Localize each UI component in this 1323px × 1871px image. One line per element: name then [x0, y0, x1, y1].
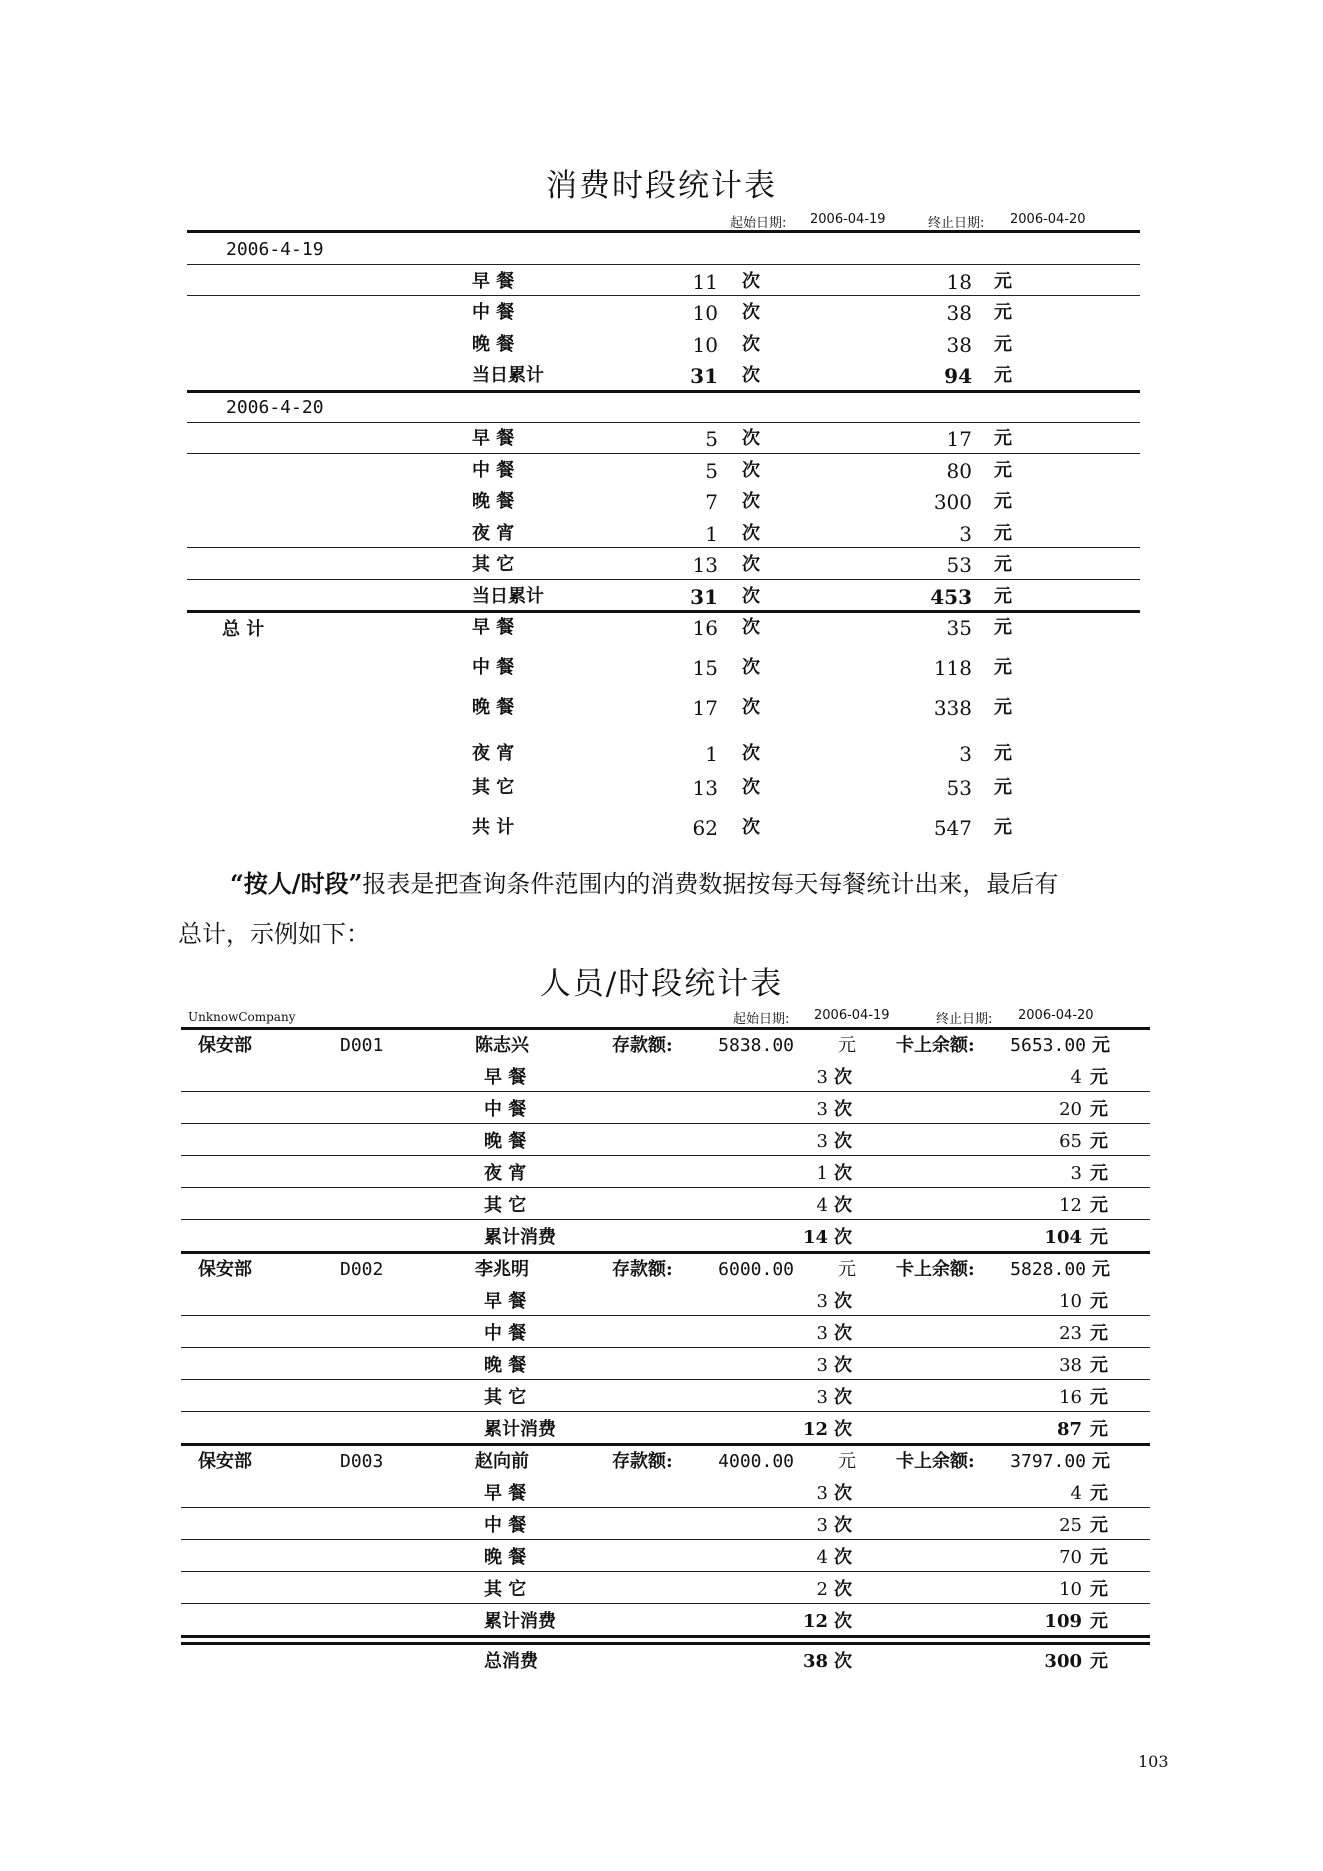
thick-rule: [187, 230, 1140, 233]
count-unit: 次: [834, 1579, 852, 1600]
count-value: 10: [692, 301, 718, 325]
count-unit: 次: [834, 1163, 852, 1184]
balance-unit: 元: [1092, 1035, 1110, 1056]
count-value: 62: [692, 816, 718, 840]
count-value: 1: [816, 1163, 828, 1184]
grand-total-count: 38: [802, 1651, 828, 1672]
meal-label: 其 它: [484, 1387, 527, 1408]
amount-value: 16: [1059, 1387, 1082, 1408]
amount-unit: 元: [1090, 1291, 1108, 1312]
table2-company: UnknowCompany: [188, 1010, 296, 1024]
count-value: 3: [816, 1355, 828, 1376]
amount-unit: 元: [1090, 1067, 1108, 1088]
count-value: 3: [816, 1099, 828, 1120]
rule-line: [181, 1603, 1150, 1604]
table2-title: 人员/时段统计表: [539, 966, 784, 1002]
thick-rule: [181, 1251, 1150, 1254]
rule-line: [181, 1507, 1150, 1508]
deposit-value: 6000.00: [718, 1259, 794, 1280]
meal-label: 累计消费: [484, 1227, 556, 1248]
count-value: 11: [692, 269, 718, 294]
table1-start-label: 起始日期:: [730, 216, 787, 231]
day-date: 2006-4-19: [226, 239, 324, 260]
deposit-unit: 元: [838, 1035, 856, 1056]
table2-start-label: 起始日期:: [733, 1012, 790, 1027]
amount-value: 25: [1059, 1515, 1082, 1536]
dept: 保安部: [198, 1259, 252, 1280]
amount-value: 38: [1059, 1355, 1082, 1376]
count-unit: 次: [834, 1547, 852, 1568]
amount-value: 23: [1059, 1323, 1082, 1344]
amount-value: 453: [930, 584, 972, 609]
count-unit: 次: [742, 428, 760, 449]
meal-label: 中 餐: [472, 459, 515, 481]
page-number: 103: [1138, 1752, 1169, 1771]
amount-value: 17: [946, 427, 972, 451]
meal-label: 晚 餐: [472, 697, 515, 718]
count-unit: 次: [834, 1355, 852, 1376]
count-unit: 次: [834, 1195, 852, 1216]
table1-start-date: 2006-04-19: [810, 212, 886, 227]
count-unit: 次: [834, 1099, 852, 1120]
rule-line: [187, 422, 1140, 423]
meal-label: 其 它: [472, 777, 515, 798]
rule-line: [181, 1539, 1150, 1540]
count-unit: 次: [834, 1131, 852, 1152]
count-value: 4: [816, 1195, 828, 1216]
balance-label: 卡上余额:: [896, 1259, 975, 1280]
amount-unit: 元: [994, 657, 1012, 678]
count-unit: 次: [834, 1387, 852, 1408]
count-value: 4: [816, 1547, 828, 1568]
amount-value: 3: [959, 742, 972, 766]
count-unit: 次: [742, 617, 760, 638]
count-unit: 次: [742, 743, 760, 764]
amount-unit: 元: [1090, 1163, 1108, 1184]
count-value: 7: [705, 490, 718, 514]
amount-unit: 元: [994, 365, 1012, 386]
employee-name: 陈志兴: [475, 1035, 529, 1056]
amount-unit: 元: [1090, 1547, 1108, 1568]
table2-start-date: 2006-04-19: [814, 1008, 890, 1023]
amount-unit: 元: [994, 302, 1012, 323]
count-unit: 次: [742, 817, 760, 838]
rule-line: [181, 1187, 1150, 1188]
count-value: 3: [816, 1387, 828, 1408]
meal-label: 共 计: [472, 817, 515, 838]
meal-label: 早 餐: [484, 1291, 527, 1312]
thick-rule: [187, 610, 1140, 613]
amount-value: 94: [944, 364, 972, 388]
amount-value: 104: [1044, 1227, 1082, 1248]
amount-unit: 元: [1090, 1419, 1108, 1440]
amount-value: 4: [1070, 1483, 1082, 1504]
amount-unit: 元: [1090, 1579, 1108, 1600]
amount-unit: 元: [994, 585, 1012, 607]
amount-unit: 元: [994, 270, 1012, 292]
rule-line: [181, 1347, 1150, 1348]
meal-label: 早 餐: [472, 428, 515, 449]
amount-unit: 元: [1090, 1227, 1108, 1248]
count-value: 3: [816, 1131, 828, 1152]
meal-label: 夜 宵: [472, 743, 515, 764]
amount-unit: 元: [1090, 1195, 1108, 1216]
amount-unit: 元: [1090, 1131, 1108, 1152]
count-unit: 次: [742, 270, 760, 292]
deposit-unit: 元: [838, 1451, 856, 1472]
deposit-value: 5838.00: [718, 1035, 794, 1056]
paragraph-quote: “按人/时段”: [230, 869, 363, 898]
count-unit: 次: [834, 1227, 852, 1248]
grand-total-amount-unit: 元: [1090, 1651, 1108, 1672]
grand-total-label: 总消费: [484, 1651, 538, 1672]
amount-unit: 元: [994, 554, 1012, 575]
count-value: 3: [816, 1067, 828, 1088]
amount-value: 53: [946, 553, 972, 577]
meal-label: 当日累计: [472, 365, 544, 386]
amount-value: 65: [1059, 1131, 1082, 1152]
rule-line: [181, 1219, 1150, 1220]
amount-unit: 元: [994, 617, 1012, 638]
amount-value: 3: [1070, 1163, 1082, 1184]
rule-line: [181, 1411, 1150, 1412]
amount-unit: 元: [994, 491, 1012, 512]
amount-value: 38: [946, 332, 972, 357]
table2-end-date: 2006-04-20: [1018, 1008, 1094, 1023]
employee-id: D002: [340, 1259, 384, 1280]
meal-label: 累计消费: [484, 1419, 556, 1440]
table1-end-date: 2006-04-20: [1010, 212, 1086, 227]
amount-value: 338: [933, 696, 972, 720]
rule-line: [181, 1315, 1150, 1316]
count-value: 5: [705, 458, 718, 483]
count-unit: 次: [834, 1611, 852, 1632]
paragraph-line1-rest: 报表是把查询条件范围内的消费数据按每天每餐统计出来，最后有: [362, 870, 1059, 898]
count-value: 31: [690, 584, 718, 609]
meal-label: 夜 宵: [484, 1163, 527, 1184]
employee-name: 赵向前: [475, 1451, 529, 1472]
meal-label: 当日累计: [472, 585, 544, 607]
amount-value: 10: [1059, 1291, 1082, 1312]
balance-label: 卡上余额:: [896, 1451, 975, 1472]
count-value: 1: [705, 521, 718, 546]
count-unit: 次: [742, 522, 760, 544]
count-unit: 次: [742, 365, 760, 386]
deposit-unit: 元: [838, 1259, 856, 1280]
rule-line: [187, 264, 1140, 265]
amount-unit: 元: [1090, 1611, 1108, 1632]
count-value: 13: [692, 553, 718, 577]
dept: 保安部: [198, 1035, 252, 1056]
rule-line: [181, 1123, 1150, 1124]
count-unit: 次: [742, 333, 760, 355]
thick-rule: [181, 1443, 1150, 1446]
amount-unit: 元: [994, 697, 1012, 718]
meal-label: 晚 餐: [484, 1355, 527, 1376]
table1-end-label: 终止日期:: [928, 216, 985, 231]
count-value: 3: [816, 1483, 828, 1504]
employee-id: D003: [340, 1451, 384, 1472]
rule-line: [181, 1571, 1150, 1572]
meal-label: 早 餐: [484, 1067, 527, 1088]
amount-value: 53: [946, 776, 972, 800]
rule-line: [187, 453, 1140, 454]
table2-end-label: 终止日期:: [936, 1012, 993, 1027]
rule-line: [187, 295, 1140, 296]
rule-line: [187, 547, 1140, 548]
amount-unit: 元: [994, 459, 1012, 481]
count-unit: 次: [742, 657, 760, 678]
dept: 保安部: [198, 1451, 252, 1472]
count-unit: 次: [742, 491, 760, 512]
amount-unit: 元: [1090, 1099, 1108, 1120]
amount-unit: 元: [994, 333, 1012, 355]
count-unit: 次: [742, 302, 760, 323]
amount-unit: 元: [1090, 1515, 1108, 1536]
count-value: 17: [692, 696, 718, 720]
employee-id: D001: [340, 1035, 384, 1056]
count-value: 1: [705, 742, 718, 766]
paragraph-line2: 总计，示例如下：: [178, 920, 370, 948]
deposit-value: 4000.00: [718, 1451, 794, 1472]
count-value: 3: [816, 1323, 828, 1344]
meal-label: 晚 餐: [472, 333, 515, 355]
employee-name: 李兆明: [475, 1259, 529, 1280]
amount-value: 70: [1059, 1547, 1082, 1568]
amount-unit: 元: [994, 743, 1012, 764]
balance-value: 5828.00: [1010, 1259, 1086, 1280]
count-value: 15: [692, 656, 718, 680]
amount-value: 10: [1059, 1579, 1082, 1600]
count-value: 3: [816, 1515, 828, 1536]
thick-rule: [181, 1027, 1150, 1030]
meal-label: 中 餐: [484, 1323, 527, 1344]
meal-label: 晚 餐: [472, 491, 515, 512]
thick-rule: [187, 390, 1140, 393]
meal-label: 早 餐: [472, 617, 515, 638]
meal-label: 中 餐: [484, 1099, 527, 1120]
balance-unit: 元: [1092, 1451, 1110, 1472]
count-value: 16: [692, 616, 718, 640]
amount-value: 18: [946, 269, 972, 294]
amount-unit: 元: [994, 428, 1012, 449]
deposit-label: 存款额:: [612, 1035, 673, 1056]
count-unit: 次: [834, 1323, 852, 1344]
amount-value: 3: [959, 521, 972, 546]
meal-label: 其 它: [484, 1579, 527, 1600]
count-unit: 次: [834, 1483, 852, 1504]
balance-value: 3797.00: [1010, 1451, 1086, 1472]
count-value: 3: [816, 1291, 828, 1312]
rule-line: [181, 1155, 1150, 1156]
amount-unit: 元: [994, 777, 1012, 798]
amount-value: 87: [1056, 1419, 1082, 1440]
amount-unit: 元: [1090, 1483, 1108, 1504]
grand-total-count-unit: 次: [834, 1651, 852, 1672]
amount-unit: 元: [1090, 1323, 1108, 1344]
meal-label: 中 餐: [484, 1515, 527, 1536]
balance-unit: 元: [1092, 1259, 1110, 1280]
meal-label: 其 它: [484, 1195, 527, 1216]
count-unit: 次: [834, 1291, 852, 1312]
deposit-label: 存款额:: [612, 1451, 673, 1472]
amount-unit: 元: [1090, 1355, 1108, 1376]
count-unit: 次: [742, 459, 760, 481]
meal-label: 晚 餐: [484, 1547, 527, 1568]
count-unit: 次: [742, 554, 760, 575]
amount-unit: 元: [1090, 1387, 1108, 1408]
amount-unit: 元: [994, 817, 1012, 838]
meal-label: 累计消费: [484, 1611, 556, 1632]
count-unit: 次: [742, 697, 760, 718]
table1-title: 消费时段统计表: [546, 168, 777, 204]
balance-value: 5653.00: [1010, 1035, 1086, 1056]
count-value: 2: [816, 1579, 828, 1600]
amount-value: 4: [1070, 1067, 1082, 1088]
meal-label: 中 餐: [472, 657, 515, 678]
count-unit: 次: [742, 585, 760, 607]
amount-value: 80: [946, 458, 972, 483]
grand-total-amount: 300: [1044, 1651, 1082, 1672]
count-value: 31: [690, 364, 718, 388]
amount-value: 20: [1059, 1099, 1082, 1120]
amount-value: 547: [933, 816, 972, 840]
balance-label: 卡上余额:: [896, 1035, 975, 1056]
rule-line: [181, 1379, 1150, 1380]
amount-value: 35: [946, 616, 972, 640]
deposit-label: 存款额:: [612, 1259, 673, 1280]
count-value: 10: [692, 332, 718, 357]
meal-label: 中 餐: [472, 302, 515, 323]
thick-rule: [181, 1642, 1150, 1645]
total-label: 总 计: [222, 619, 265, 640]
count-value: 5: [705, 427, 718, 451]
rule-line: [181, 1091, 1150, 1092]
thick-rule: [181, 1635, 1150, 1638]
count-value: 13: [692, 776, 718, 800]
meal-label: 夜 宵: [472, 522, 515, 544]
paragraph-line1: [230, 864, 1058, 899]
count-value: 14: [802, 1227, 828, 1248]
meal-label: 早 餐: [484, 1483, 527, 1504]
amount-value: 12: [1059, 1195, 1082, 1216]
amount-value: 109: [1044, 1611, 1082, 1632]
meal-label: 晚 餐: [484, 1131, 527, 1152]
amount-value: 300: [933, 490, 972, 514]
amount-unit: 元: [994, 522, 1012, 544]
day-date: 2006-4-20: [226, 396, 324, 418]
rule-line: [187, 579, 1140, 580]
meal-label: 早 餐: [472, 270, 515, 292]
count-value: 12: [802, 1611, 828, 1632]
meal-label: 其 它: [472, 554, 515, 575]
amount-value: 38: [946, 301, 972, 325]
amount-value: 118: [933, 656, 972, 680]
count-unit: 次: [834, 1419, 852, 1440]
count-value: 12: [802, 1419, 828, 1440]
count-unit: 次: [834, 1067, 852, 1088]
count-unit: 次: [742, 777, 760, 798]
count-unit: 次: [834, 1515, 852, 1536]
